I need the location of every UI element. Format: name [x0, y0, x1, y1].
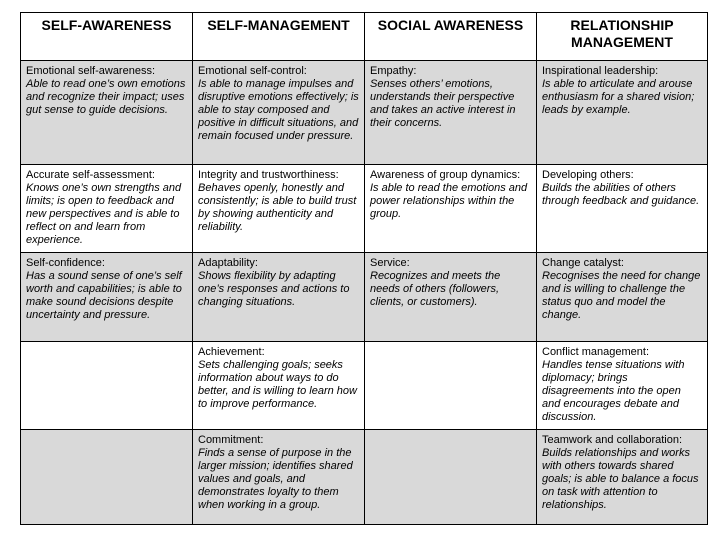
table-cell	[537, 61, 708, 165]
table-cell	[193, 342, 365, 430]
table-row	[21, 61, 708, 165]
competency-title: Awareness of group dynamics:	[370, 169, 521, 181]
table-cell	[365, 165, 537, 253]
competency-title: Conflict management:	[542, 346, 649, 358]
competency-title: Empathy:	[370, 65, 417, 77]
competency-description: Behaves openly, honestly and consistently; is able to build trust by showing authenticity and reliability.	[198, 182, 357, 233]
competency-title: Achievement:	[198, 346, 265, 358]
competency-description: Is able to articulate and arouse enthusiasm for a shared vision; leads by example.	[542, 78, 695, 116]
competency-title: Adaptability:	[198, 257, 258, 269]
table-cell-empty	[365, 342, 537, 430]
competency-title: Inspirational leadership:	[542, 65, 659, 77]
competency-description: Is able to read the emotions and power relationships within the group.	[370, 182, 528, 220]
competency-description: Shows flexibility by adapting one’s responses and actions to changing situations.	[198, 270, 350, 308]
competency-description: Recognizes and meets the needs of others (followers, clients, or customers).	[370, 270, 501, 308]
table-cell	[537, 253, 708, 342]
table-cell	[21, 61, 193, 165]
competency-description: Builds relationships and works with others towards shared goals; is able to balance a focus on task with attention to relationships.	[542, 447, 699, 511]
competency-description: Able to read one’s own emotions and recognize their impact; uses gut sense to guide decisions.	[26, 78, 186, 116]
table-cell	[365, 253, 537, 342]
header-relationship-management: RELATIONSHIP MANAGEMENT	[537, 13, 708, 61]
competency-description: Sets challenging goals; seeks information about ways to do better, and is willing to learn how to improve performance.	[198, 359, 357, 410]
competency-title: Commitment:	[198, 434, 264, 446]
table-cell	[537, 165, 708, 253]
header-self-awareness: SELF-AWARENESS	[21, 13, 193, 61]
table-row	[21, 165, 708, 253]
table-cell-empty	[21, 430, 193, 525]
competency-title: Integrity and trustworthiness:	[198, 169, 339, 181]
header-social-awareness: SOCIAL AWARENESS	[365, 13, 537, 61]
table-cell-empty	[365, 430, 537, 525]
competency-title: Service:	[370, 257, 410, 269]
table-row	[21, 253, 708, 342]
table-cell	[193, 430, 365, 525]
competency-description: Senses others’ emotions, understands their perspective and takes an active interest in their concerns.	[370, 78, 516, 129]
table-cell-empty	[21, 342, 193, 430]
competency-table	[20, 12, 708, 525]
table-cell	[537, 430, 708, 525]
table-cell	[193, 253, 365, 342]
competency-title: Accurate self-assessment:	[26, 169, 155, 181]
table-cell	[193, 165, 365, 253]
table-cell	[537, 342, 708, 430]
table-cell	[21, 165, 193, 253]
table-cell	[21, 253, 193, 342]
competency-description: Is able to manage impulses and disruptive emotions effectively; is able to stay composed and positive in difficult situations, and remain focused under pressure.	[198, 78, 359, 142]
competency-description: Finds a sense of purpose in the larger mission; identifies shared values and goals, and demonstrates loyalty to them when working in a group.	[198, 447, 353, 511]
competency-description: Has a sound sense of one’s self worth and capabilities; is able to make sound decisions despite uncertainty and pressure.	[26, 270, 182, 321]
table-cell	[193, 61, 365, 165]
competency-title: Self-confidence:	[26, 257, 105, 269]
header-row	[21, 13, 708, 61]
competency-title: Teamwork and collaboration:	[542, 434, 683, 446]
competency-title: Change catalyst:	[542, 257, 624, 269]
competency-description: Handles tense situations with diplomacy; brings disagreements into the open and encourages debate and discussion.	[542, 359, 685, 423]
competency-title: Developing others:	[542, 169, 634, 181]
competency-description: Knows one’s own strengths and limits; is open to feedback and new perspectives and is able to reflect on and learn from experience.	[26, 182, 182, 246]
competency-description: Builds the abilities of others through feedback and guidance.	[542, 182, 700, 207]
table-row	[21, 430, 708, 525]
header-self-management: SELF-MANAGEMENT	[193, 13, 365, 61]
table-row	[21, 342, 708, 430]
competency-title: Emotional self-control:	[198, 65, 307, 77]
table-cell	[365, 61, 537, 165]
competency-description: Recognises the need for change and is willing to challenge the status quo and model the change.	[542, 270, 701, 321]
competency-title: Emotional self-awareness:	[26, 65, 156, 77]
